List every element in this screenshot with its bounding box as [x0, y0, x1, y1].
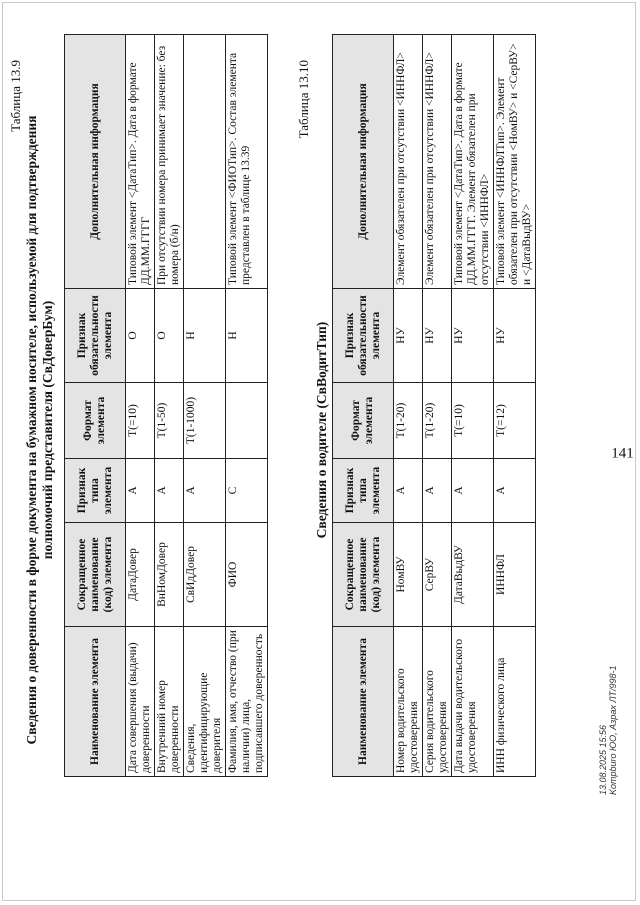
- table-13-10-label: Таблица 13.10: [296, 60, 311, 139]
- header-extra-info: Дополнительная информация: [333, 35, 394, 289]
- cell-short-code: ДатаВыдВУ: [452, 523, 494, 627]
- table-row: [452, 35, 494, 777]
- cell-extra-info: Типовой элемент <ФИОТип>. Состав элемента представлен в таблице 13.39: [226, 35, 268, 289]
- cell-type-flag: А: [452, 459, 494, 523]
- cell-type-flag: А: [494, 459, 536, 523]
- cell-element-name: Номер водительского удостоверения: [394, 627, 423, 777]
- header-short-code: Сокращенное наименование (код) элемента: [333, 523, 394, 627]
- cell-format: T(1-50): [155, 383, 184, 459]
- table-row: [126, 35, 155, 777]
- header-type-flag: Признак типа элемента: [65, 459, 126, 523]
- cell-short-code: СвИдДовер: [184, 523, 226, 627]
- header-short-code: Сокращенное наименование (код) элемента: [65, 523, 126, 627]
- table-13-9-title: Сведения о доверенности в форме документа на бумажном носителе, используемой для подтверждения полномочий представителя (СвДоверБум): [24, 115, 55, 745]
- cell-format: T(1-20): [394, 383, 423, 459]
- cell-short-code: НомВУ: [394, 523, 423, 627]
- cell-extra-info: Элемент обязателен при отсутствии <ИННФЛ>: [423, 35, 452, 289]
- cell-format: T(=10): [126, 383, 155, 459]
- table-13-10: [332, 34, 536, 777]
- cell-short-code: ИННФЛ: [494, 523, 536, 627]
- cell-element-name: Серия водительского удостоверения: [423, 627, 452, 777]
- cell-short-code: СерВУ: [423, 523, 452, 627]
- table-header-row: [333, 35, 394, 777]
- header-extra-info: Дополнительная информация: [65, 35, 126, 289]
- cell-required-flag: Н: [184, 289, 226, 383]
- table-13-9-label: Таблица 13.9: [8, 60, 23, 132]
- cell-required-flag: О: [126, 289, 155, 383]
- cell-required-flag: НУ: [423, 289, 452, 383]
- print-source: Kompburo ЮО, Азрах ЛТ/998-1: [608, 665, 618, 795]
- cell-extra-info: Типовой элемент <ДатаТип>. Дата в формате ДД.ММ.ГГГГ. Элемент обязателен при отсутствии <ИННФЛ>: [452, 35, 494, 289]
- cell-required-flag: НУ: [394, 289, 423, 383]
- cell-format: T(=12): [494, 383, 536, 459]
- header-required-flag: Признак обязательности элемента: [333, 289, 394, 383]
- cell-element-name: Дата совершения (выдачи) доверенности: [126, 627, 155, 777]
- cell-extra-info: Типовой элемент <ИННФЛТип>. Элемент обязателен при отсутствии <НомВУ> и <СерВУ> и <ДатаВыдВУ>: [494, 35, 536, 289]
- header-format: Формат элемента: [65, 383, 126, 459]
- table-row: [155, 35, 184, 777]
- table-row: [394, 35, 423, 777]
- cell-type-flag: А: [423, 459, 452, 523]
- cell-extra-info: [184, 35, 226, 289]
- table-row: [423, 35, 452, 777]
- cell-extra-info: Типовой элемент <ДатаТип>. Дата в формате ДД.ММ.ГГГГ: [126, 35, 155, 289]
- header-format: Формат элемента: [333, 383, 394, 459]
- page-number: 141: [611, 445, 634, 462]
- cell-element-name: Дата выдачи водительского удостоверения: [452, 627, 494, 777]
- table-row: [226, 35, 268, 777]
- cell-required-flag: НУ: [452, 289, 494, 383]
- cell-extra-info: Элемент обязателен при отсутствии <ИННФЛ>: [394, 35, 423, 289]
- table-13-9: [64, 34, 268, 777]
- cell-format: T(1-20): [423, 383, 452, 459]
- cell-required-flag: НУ: [494, 289, 536, 383]
- cell-type-flag: С: [226, 459, 268, 523]
- cell-format: T(1-1000): [184, 383, 226, 459]
- cell-short-code: ВнНомДовер: [155, 523, 184, 627]
- cell-short-code: ДатаДовер: [126, 523, 155, 627]
- print-footer: [598, 665, 618, 795]
- cell-type-flag: А: [155, 459, 184, 523]
- cell-element-name: Сведения, идентифицирующие доверителя: [184, 627, 226, 777]
- table-13-10-title: Сведения о водителе (СвВодитТип): [314, 321, 329, 539]
- cell-required-flag: О: [155, 289, 184, 383]
- cell-extra-info: При отсутствии номера принимает значение: без номера (б/н): [155, 35, 184, 289]
- cell-format: T(=10): [452, 383, 494, 459]
- header-type-flag: Признак типа элемента: [333, 459, 394, 523]
- cell-required-flag: Н: [226, 289, 268, 383]
- cell-format: [226, 383, 268, 459]
- print-timestamp: 13.08.2025 15:56: [598, 724, 608, 795]
- header-element-name: Наименование элемента: [65, 627, 126, 777]
- cell-element-name: Фамилия, имя, отчество (при наличии) лица, подписавшего доверенность: [226, 627, 268, 777]
- cell-type-flag: А: [184, 459, 226, 523]
- header-required-flag: Признак обязательности элемента: [65, 289, 126, 383]
- cell-short-code: ФИО: [226, 523, 268, 627]
- table-row: [184, 35, 226, 777]
- header-element-name: Наименование элемента: [333, 627, 394, 777]
- cell-element-name: Внутренний номер доверенности: [155, 627, 184, 777]
- cell-element-name: ИНН физического лица: [494, 627, 536, 777]
- table-row: [494, 35, 536, 777]
- cell-type-flag: А: [394, 459, 423, 523]
- cell-type-flag: А: [126, 459, 155, 523]
- table-header-row: [65, 35, 126, 777]
